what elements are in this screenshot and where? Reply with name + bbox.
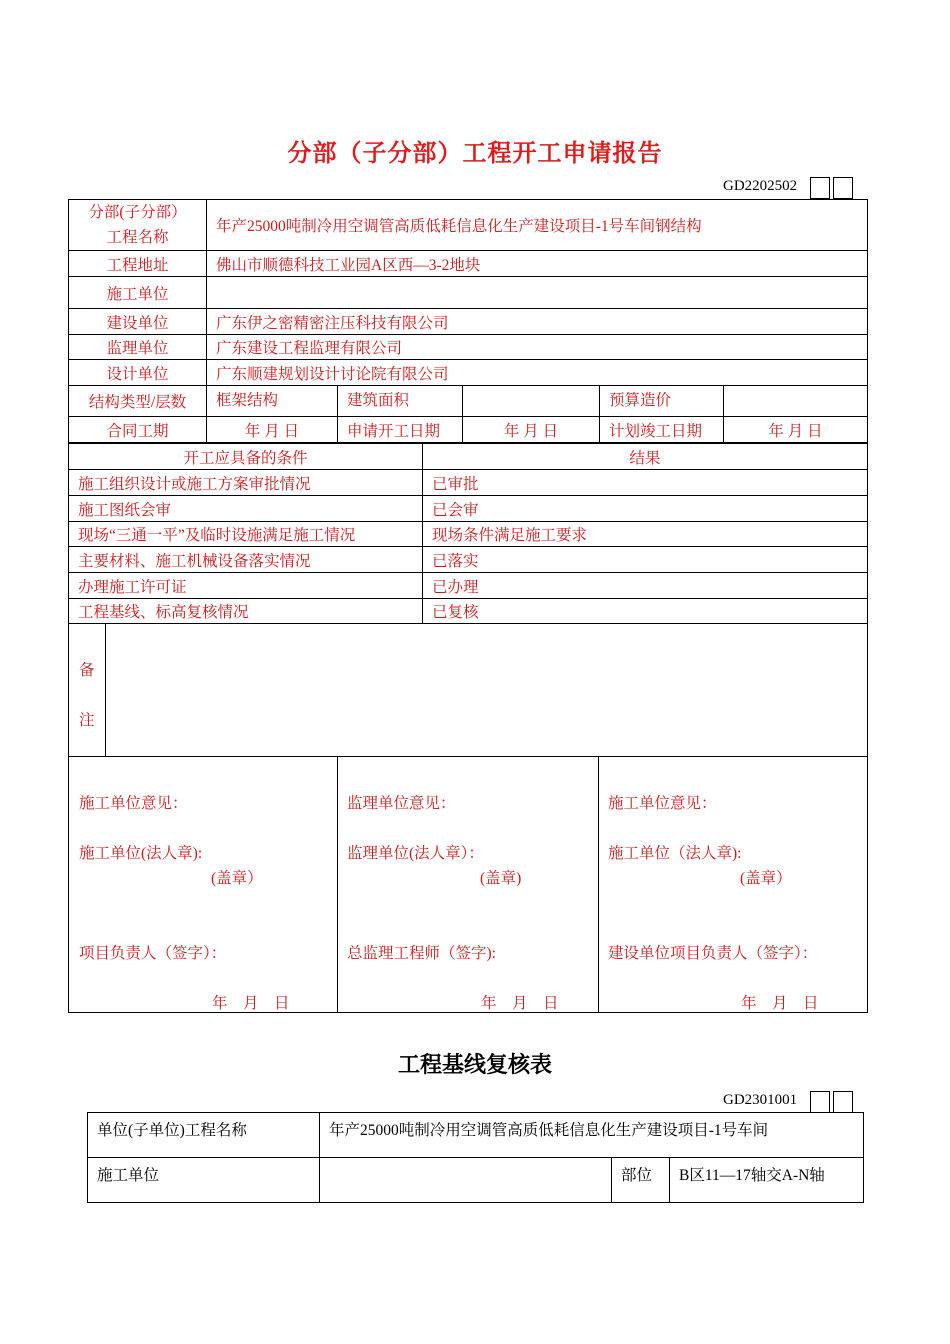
baseline-code: GD2301001: [723, 1092, 798, 1108]
date-line: 年 月 日: [481, 995, 559, 1012]
results-header: 结果: [423, 444, 868, 470]
apply-date-label: 申请开工日期: [338, 417, 463, 443]
opinion-title: 施工单位意见：: [608, 795, 717, 812]
area-value[interactable]: [463, 386, 600, 417]
baseline-contractor-label: 施工单位: [88, 1158, 320, 1203]
designer-value[interactable]: 广东顺建规划设计讨论院有限公司: [207, 360, 868, 386]
remarks-field[interactable]: [106, 624, 868, 757]
remarks-label: 备 注: [69, 624, 106, 757]
baseline-title: 工程基线复核表: [397, 1052, 552, 1077]
address-label: 工程地址: [69, 251, 207, 277]
project-name-value[interactable]: 年产25000吨制冷用空调管高质低耗信息化生产建设项目-1号车间钢结构: [207, 200, 868, 251]
unit-value[interactable]: 年产25000吨制冷用空调管高质低耗信息化生产建设项目-1号车间: [320, 1113, 864, 1158]
project-name-label: 分部(子分部） 工程名称: [69, 200, 207, 251]
structure-value[interactable]: 框架结构: [207, 386, 338, 417]
date-line: 年 月 日: [212, 995, 290, 1012]
result-cell[interactable]: 已落实: [423, 547, 868, 573]
seal-mark: (盖章）: [740, 870, 792, 887]
seal-mark: (盖章）: [211, 870, 263, 887]
opinion-title: 监理单位意见：: [347, 795, 456, 812]
code-box-2[interactable]: [833, 177, 853, 199]
budget-value[interactable]: [724, 386, 868, 417]
condition-cell: 施工组织设计或施工方案审批情况: [69, 470, 423, 496]
report-title: 分部（子分部）工程开工申请报告: [287, 141, 663, 167]
contractor-label: 施工单位: [69, 277, 207, 309]
part-label: 部位: [612, 1158, 670, 1203]
designer-label: 设计单位: [69, 360, 207, 386]
structure-label: 结构类型/层数: [69, 386, 207, 417]
contractor-value[interactable]: [207, 277, 868, 309]
planned-completion-label: 计划竣工日期: [600, 417, 724, 443]
baseline-contractor-value[interactable]: [320, 1158, 612, 1203]
result-cell[interactable]: 已会审: [423, 496, 868, 522]
apply-date-value[interactable]: 年 月 日: [463, 417, 600, 443]
result-cell[interactable]: 已复核: [423, 599, 868, 624]
signer-line: 建设单位项目负责人（签字）：: [608, 945, 818, 962]
supervisor-label: 监理单位: [69, 335, 207, 360]
condition-cell: 现场“三通一平”及临时设施满足施工情况: [69, 522, 423, 547]
condition-cell: 工程基线、标高复核情况: [69, 599, 423, 624]
signer-line: 项目负责人（签字）：: [79, 945, 227, 962]
condition-cell: 主要材料、施工机械设备落实情况: [69, 547, 423, 573]
budget-label: 预算造价: [600, 386, 724, 417]
conditions-table: [68, 443, 868, 624]
remarks-table: [68, 623, 868, 757]
baseline-code-box-1[interactable]: [810, 1091, 830, 1113]
date-line: 年 月 日: [741, 995, 819, 1012]
part-value[interactable]: B区11—17轴交A-N轴: [670, 1158, 864, 1203]
conditions-header: 开工应具备的条件: [69, 444, 423, 470]
supervisor-value[interactable]: 广东建设工程监理有限公司: [207, 335, 868, 360]
baseline-code-box-2[interactable]: [833, 1091, 853, 1113]
baseline-table: [87, 1112, 864, 1203]
area-label: 建筑面积: [338, 386, 463, 417]
result-cell[interactable]: 已办理: [423, 573, 868, 599]
code-box-1[interactable]: [810, 177, 830, 199]
opinion-title: 施工单位意见：: [79, 795, 188, 812]
planned-completion-value[interactable]: 年 月 日: [724, 417, 868, 443]
contract-period-value[interactable]: 年 月 日: [207, 417, 338, 443]
signer-line: 总监理工程师（签字):: [347, 945, 496, 962]
result-cell[interactable]: 已审批: [423, 470, 868, 496]
owner-value[interactable]: 广东伊之密精密注压科技有限公司: [207, 309, 868, 335]
report-code: GD2202502: [723, 178, 798, 194]
owner-label: 建设单位: [69, 309, 207, 335]
seal-line: 施工单位(法人章):: [79, 845, 203, 862]
contract-period-label: 合同工期: [69, 417, 207, 443]
condition-cell: 办理施工许可证: [69, 573, 423, 599]
result-cell[interactable]: 现场条件满足施工要求: [423, 522, 868, 547]
address-value[interactable]: 佛山市顺德科技工业园A区西—3-2地块: [207, 251, 868, 277]
unit-label: 单位(子单位)工程名称: [88, 1113, 320, 1158]
seal-line: 监理单位(法人章）：: [347, 845, 484, 862]
condition-cell: 施工图纸会审: [69, 496, 423, 522]
seal-line: 施工单位（法人章):: [608, 845, 742, 862]
seal-mark: (盖章): [480, 870, 522, 887]
project-info-table: [68, 199, 868, 443]
